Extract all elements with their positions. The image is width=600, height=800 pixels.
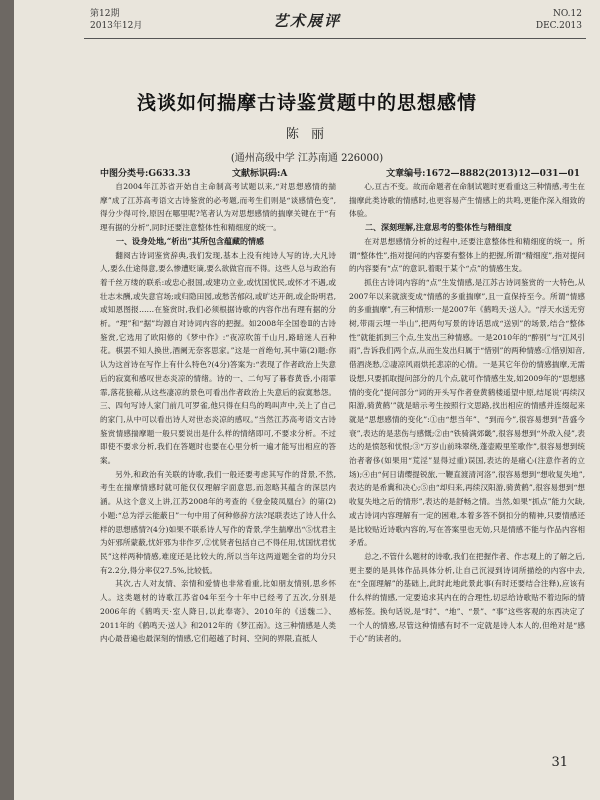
body-paragraph: 其次,古人对友情、亲情和爱情也非常看重,比如朋友情别,思乡怀人。这类题材的诗歌江苏省04年至今十年中已经考了五次,分别是2006年的《鹤鸣天·室人降日,以此奉寄》、2010年的《送魏二》、2011年的《鹤鸣天·送人》和2012年的《梦江南》。这三种情感是人类内心最普遍也最深刻的情感,它们超越了时间、空间的界限,直抵人 xyxy=(100,579,336,644)
header-rule xyxy=(84,38,586,39)
header-date-en: DEC.2013 xyxy=(535,21,582,31)
classification-number: 中图分类号:G633.33 xyxy=(100,169,191,179)
article-number: 文章编号:1672—8882(2013)12—031—01 xyxy=(386,169,580,179)
page-number: 31 xyxy=(551,755,568,770)
journal-page xyxy=(14,0,600,800)
article-affiliation: (通州高级中学 江苏南通 226000) xyxy=(230,153,384,164)
document-code: 文献标识码:A xyxy=(232,169,288,179)
running-header xyxy=(14,8,600,42)
right-column xyxy=(349,180,585,646)
header-date: 2013年12月 xyxy=(90,21,143,31)
header-issue: 第12期 xyxy=(90,9,120,19)
body-paragraph: 另外,和政治有关联的诗歌,我们一般还要考虑其写作的背景,不然,考生在揣摩情感时就可能仅仅理解字面意思,而忽略其蕴含的深层内涵。从这个意义上讲,江苏2008年的考查的《登金陵凤凰台》的第(2)小题:“总为浮云能蔽日”一句中用了何种修辞方法?尾联表达了诗人什么样的思想感情?(4分)如果不联系诗人写作的背景,学生揣摩出“⑤忧君主为奸邪所蒙蔽,忧奸邪为非作歹,②忧贤者包括自己不得任用,忧国忧君忧民”这样两种情感,难度还是比较大的,所以当年这两道题全省的均分只有2.2分,得分率仅27.5%,比较低。 xyxy=(100,469,336,575)
body-paragraph: 自2004年江苏省开始自主命制高考试题以来,“对思想感情的揣摩”成了江苏高考语文古诗鉴赏的必考题,而考生们则是“谈感情色变”,得分少得可怜,原因在哪里呢?笔者认为对思想感情的揣摩关键在于“有理有据的分析”,同时还要注意整体性和精细度的统一。 xyxy=(100,182,336,233)
body-paragraph: 总之,不管什么题材的诗歌,我们在把握作者、作志观上的了解之后,更主要的是具体作品具体分析,让自己沉浸到诗词所描绘的内容中去,在“全面理解”的基础上,此时此地此景此事(有时还要结合注释),应该有什么样的情感,一定要追求其内在的合理性,切忌给诗歌贴不着边际的情感标签。换句话说,是“时”、“地”、“景”、“事”这些客观的东西决定了一个人的情感,尽管这种情感有时不一定就是诗人本人的,但绝对是“感于心”的读者的。 xyxy=(349,551,585,644)
body-paragraph: 心,亘古不变。故而命题者在命制试题时更看重这三种情感,考生在揣摩此类诗歌的情感时,也更容易产生情感上的共鸣,更能作深入细致的体验。 xyxy=(349,182,585,219)
body-paragraph: 抓住古诗词内容的“点”生发情感,是江苏古诗词鉴赏的一大特色,从2007年以来就演变成“情感的多重揣摩”,且一直保持至今。所谓“情感的多重揣摩”,有三种情形:一是2007年《鹤鸣天·送人》。“浮天水送无穷树,带雨云埋一半山”,把两句写景的诗话思成“送别”的场景,结合“整体性”就能抓到三个点,生发出三种情感。一是2010年的“醉别”与“江风引雨”,告诉我们两个点,从而生发出归属于“惜别”的两种情感:①惜别知音,借酒浇愁,②凄凉风雨烘托悲凉的心情。一是其它年份的情感揣摩,无需设想,只要抓取提问部分的几个点,就可作情感生发,如2009年的“思想感情的变化”提问部分“词的开头写作者登黄鹤楼遥望中原,结尾说‘再续汉阳游,骑黄鹤’”就是暗示考生按照行文思路,找出相应的情感并连缀起来就是“思想感情的变化”:①由“想当年”、“到而今”,很容易想到“昔盛今衰”,表达的是悲伤与感慨;②由“铁骑满郊畿”,很容易想到“外敌入侵”,表达的是愤怒和忧恨;③“万岁山前珠翠绕,蓬壶殿里笙歌作”,很容易想到统治者奢侈(如果用“荒淫”显得过重)误国,表达的是痛心(注意作者的立场);④由“何日请缨提锐旅,一鞭直渡清河洛”,很容易想到“想收复失地”,表达的是希冀和决心;⑤由“却归来,再续汉阳游,骑黄鹤”,很容易想到“想收复失地之后的情形”,表达的是舒畅之情。当然,如果“抓点”能力欠缺,或古诗词内容理解有一定的困难,本着多答不倒扣分的精神,只要情感还是比较贴近诗歌内容的,写在答案里也无妨,只是情感不能与作品内容相矛盾。 xyxy=(349,277,585,548)
header-column-title: 艺术展评 xyxy=(272,12,341,30)
body-paragraph: 在对思想感情分析的过程中,还要注意整体性和精细度的统一。所谓“整体性”,指对提问的内容要有整体上的把握,所谓“精细度”,指对提问的内容要有“点”的意识,着眼于某个“点”的情感生发。 xyxy=(349,236,585,274)
section-heading: 二、深刻理解,注意思考的整体性与精细度 xyxy=(365,222,512,233)
left-column xyxy=(100,180,336,646)
header-issue-en: NO.12 xyxy=(552,9,582,19)
body-paragraph: 翻阅古诗词鉴赏辞典,我们发现,基本上没有纯诗人写的诗,大凡诗人,要么仕途得意,要么惨遭贬谪,要么欲做官而不得。这些人总与政治有着千丝万缕的联系:或忠心报国,或建功立业,或忧国忧民,或怀才不遇,或壮志未酬,或失意官场;或归隐田园,或愁苦郁闷,或旷达开朗,或企盼明君,或知恩图报……在鉴赏时,我们必须根据诗歌的内容作出有理有据的分析。“理”和“据”均源自对诗词内容的把握。如2008年全国卷Ⅱ的古诗鉴赏,它选用了欧阳修的《梦中作》:“夜凉吹笛千山月,路暗迷人百种花。棋罢不知人换世,酒阑无奈客思家。”这是一首绝句,其中第(2)题:你认为这首诗在写作上有什么特色?(4分)答案为:“表现了作者政治上失意后的寂寞和感叹世态炎凉的情绪。诗的一、二句写了暮春黄昏,小雨霏霏,落花狼藉,从这些凄凉的景色可看出作者政治上失意后的寂寞愁怨。三、四句写诗人家门前几可罗雀,他只得在归鸟的鸣叫声中,关上了自己的家门,从中可以看出诗人对世态炎凉的感叹。”当然江苏高考语文古诗鉴赏情感揣摩题一般只要说出是什么样的情绪即可,不要求分析。不过即使不要求分析,我们在答题时也要在心里分析一遍才能写出相应的答案。 xyxy=(100,250,336,466)
article-author: 陈 丽 xyxy=(285,127,329,142)
section-heading: 一、设身处地,“析出”其所包含蕴藏的情感 xyxy=(116,235,264,246)
article-title: 浅谈如何揣摩古诗鉴赏题中的思想感情 xyxy=(136,92,477,114)
header-right xyxy=(536,8,582,32)
